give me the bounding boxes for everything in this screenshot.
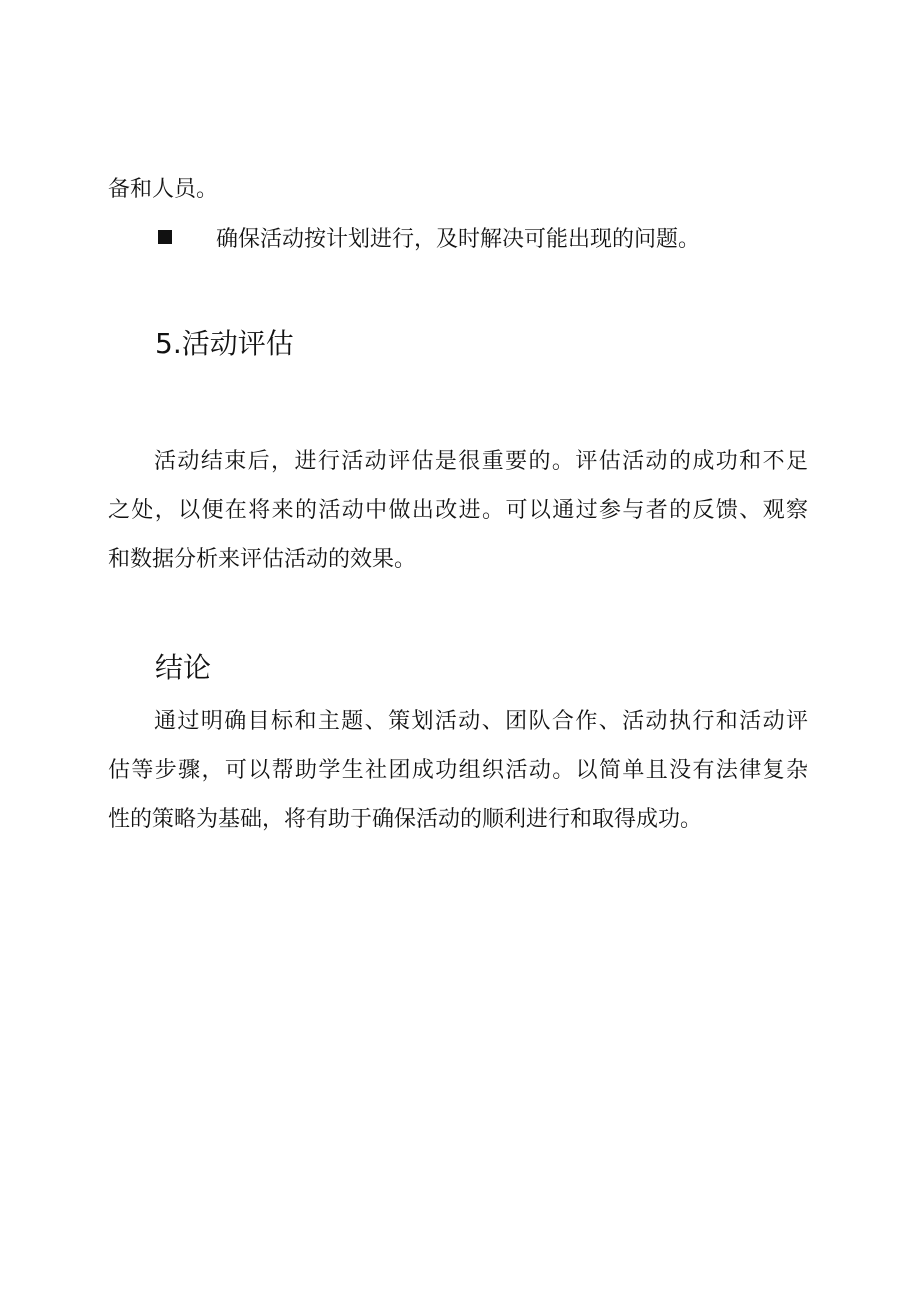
conclusion-heading: 结论 — [155, 651, 212, 684]
section-5-heading: 5.活动评估 — [155, 327, 294, 360]
continuation-text: 备和人员。 — [108, 177, 219, 202]
bullet-list-item — [158, 225, 700, 255]
section-5-paragraph-line-2: 之处，以便在将来的活动中做出改进。可以通过参与者的反馈、观察 — [108, 498, 808, 523]
square-bullet-icon — [158, 230, 172, 244]
section-5-paragraph-line-1: 活动结束后，进行活动评估是很重要的。评估活动的成功和不足 — [154, 449, 808, 474]
conclusion-paragraph-line-3: 性的策略为基础，将有助于确保活动的顺利进行和取得成功。 — [108, 807, 703, 832]
bullet-item-text: 确保活动按计划进行，及时解决可能出现的问题。 — [216, 227, 701, 252]
conclusion-paragraph-line-1: 通过明确目标和主题、策划活动、团队合作、活动执行和活动评 — [154, 709, 808, 734]
conclusion-paragraph-line-2: 估等步骤，可以帮助学生社团成功组织活动。以简单且没有法律复杂 — [108, 758, 808, 783]
section-5-paragraph-line-3: 和数据分析来评估活动的效果。 — [108, 547, 417, 572]
